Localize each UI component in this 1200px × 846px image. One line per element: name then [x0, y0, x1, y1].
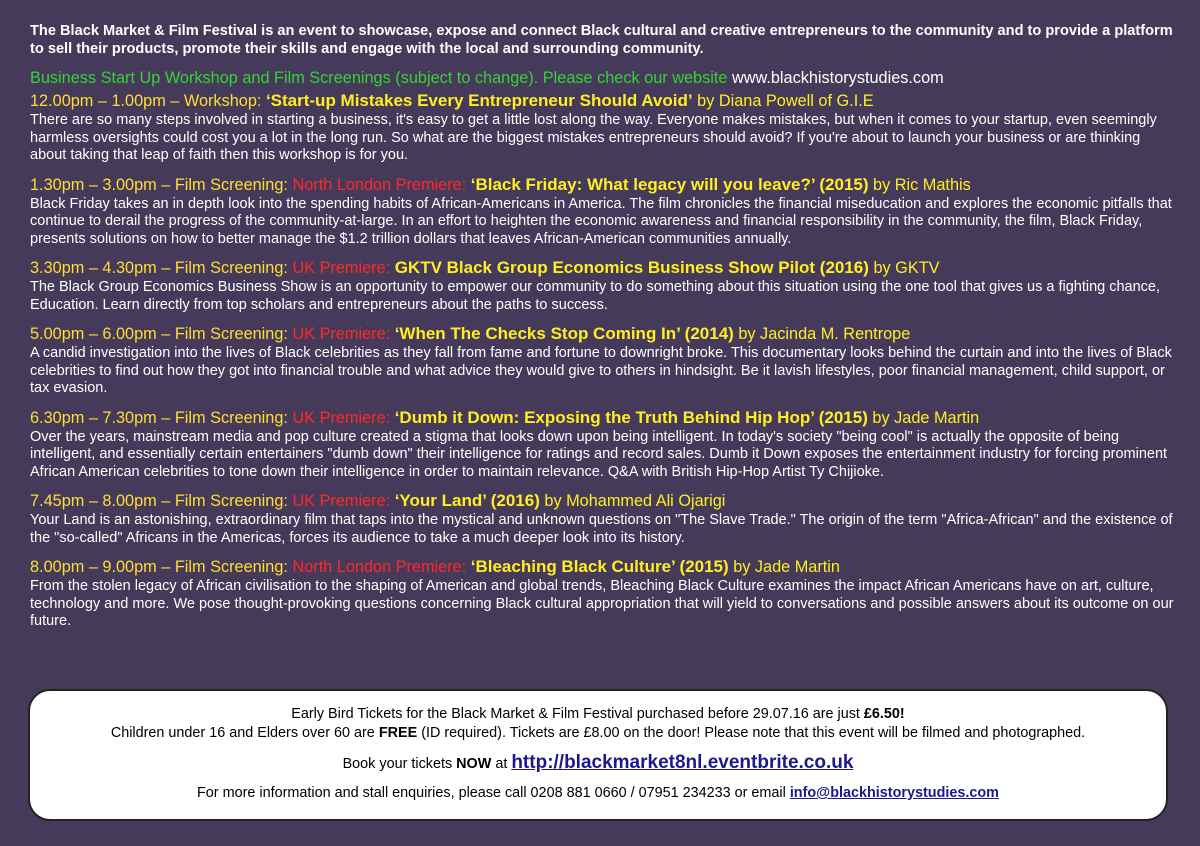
event-presenter: by Mohammed Ali Ojarigi	[539, 492, 726, 510]
early-bird-price: £6.50!	[863, 706, 905, 722]
event-title: ‘When The Checks Stop Coming In’ (2014)	[394, 324, 734, 343]
event-premiere: UK Premiere:	[292, 259, 395, 277]
event-type: Workshop:	[179, 92, 266, 110]
book-at-text: at	[491, 756, 512, 772]
event-heading	[30, 556, 1180, 578]
event-premiere: UK Premiere:	[292, 325, 395, 343]
event-item	[30, 490, 1180, 547]
programme-subheading	[30, 68, 1180, 88]
event-title: ‘Black Friday: What legacy will you leave?’ (2015)	[470, 174, 869, 194]
intro-paragraph: The Black Market & Film Festival is an event to showcase, expose and connect Black cultural and creative entrepreneurs to the community and to provide a platform to sell their products, promote their skills and engage with the local and surrounding community.	[30, 23, 1173, 57]
event-heading	[30, 407, 1180, 429]
event-item	[30, 556, 1180, 631]
event-presenter: by Jade Martin	[867, 408, 980, 427]
event-description: Your Land is an astonishing, extraordinary film that taps into the mystical and unknown questions on "The Slave Trade." The origin of the term "Africa-African" and the existence of the "so-called" Africans in the Americas, forces its audience to take a much deeper look into its history.	[30, 512, 1173, 546]
event-premiere: North London Premiere:	[292, 175, 471, 194]
event-time: 12.00pm – 1.00pm –	[30, 92, 180, 110]
now-label: NOW	[456, 756, 492, 772]
event-type: Film Screening:	[170, 259, 293, 277]
event-presenter: by GKTV	[868, 259, 940, 277]
event-time: 7.45pm – 8.00pm –	[30, 492, 171, 510]
event-type: Film Screening:	[170, 408, 293, 427]
event-premiere: North London Premiere:	[292, 558, 471, 576]
contact-line	[30, 784, 1166, 803]
door-price-text: (ID required). Tickets are £8.00 on the door! Please note that this event will be filmed and photographed.	[417, 725, 1086, 741]
event-heading	[30, 490, 1180, 512]
event-time: 5.00pm – 6.00pm –	[30, 325, 171, 343]
events-list	[30, 90, 1180, 631]
ticket-info-box	[28, 689, 1168, 821]
early-bird-line	[30, 705, 1166, 724]
event-item	[30, 90, 1180, 165]
event-heading	[30, 323, 1180, 345]
website-text: www.blackhistorystudies.com	[731, 69, 944, 87]
event-title: ‘Start-up Mistakes Every Entrepreneur Should Avoid’	[265, 91, 693, 110]
booking-line	[30, 753, 1166, 774]
event-type: Film Screening:	[170, 325, 293, 343]
event-item	[30, 257, 1180, 314]
event-heading	[30, 257, 1180, 279]
event-presenter: by Jade Martin	[728, 558, 840, 576]
event-description: From the stolen legacy of African civilisation to the shaping of American and global trends, Bleaching Black Culture examines the impact African Americans have on art, culture, technology and more. We pose thought-provoking questions concerning Black cultural appropriation that will yield to conversations and possible answers about its outcome on our future.	[30, 578, 1174, 629]
event-title: ‘Bleaching Black Culture’ (2015)	[470, 557, 729, 576]
event-item	[30, 174, 1180, 249]
subheading-text: Business Start Up Workshop and Film Screenings (subject to change). Please check our website	[30, 69, 728, 87]
event-premiere: UK Premiere:	[292, 492, 395, 510]
contact-text: For more information and stall enquiries, please call 0208 881 0660 / 07951 234233 or email	[197, 785, 790, 801]
event-description: The Black Group Economics Business Show is an opportunity to empower our community to do something about this situation using the one tool that gives us a fighting chance, Education. Learn directly from top scholars and entrepreneurs about the paths to success.	[30, 279, 1161, 313]
email-link[interactable]: info@blackhistorystudies.com	[789, 785, 999, 801]
flyer-content	[30, 22, 1180, 640]
event-heading	[30, 174, 1180, 196]
free-label: FREE	[378, 725, 418, 741]
event-presenter: by Ric Mathis	[868, 175, 971, 194]
event-time: 8.00pm – 9.00pm –	[30, 558, 171, 576]
concession-line	[30, 724, 1166, 743]
event-time: 6.30pm – 7.30pm –	[30, 408, 171, 427]
event-premiere: UK Premiere:	[292, 408, 395, 427]
concession-text: Children under 16 and Elders over 60 are	[110, 725, 379, 741]
event-time: 3.30pm – 4.30pm –	[30, 259, 171, 277]
event-presenter: by Diana Powell of G.I.E	[692, 92, 874, 110]
event-title: ‘Your Land’ (2016)	[394, 491, 540, 510]
event-type: Film Screening:	[170, 558, 293, 576]
early-bird-text: Early Bird Tickets for the Black Market & Film Festival purchased before 29.07.16 are just	[291, 706, 864, 722]
event-time: 1.30pm – 3.00pm –	[30, 175, 171, 194]
eventbrite-link[interactable]: http://blackmarket8nl.eventbrite.co.uk	[511, 752, 854, 773]
event-description: There are so many steps involved in starting a business, it's easy to get a little lost along the way. Everyone makes mistakes, but when it comes to your startup, even seemingly harmless oversights could cost you a lot in the long run. So what are the biggest mistakes entrepreneurs should avoid? If you're about to launch your business or are thinking about taking that leap of faith then this workshop is for you.	[30, 112, 1157, 163]
event-description: A candid investigation into the lives of Black celebrities as they fall from fame and fortune to downright broke. This documentary looks behind the curtain and into the lives of Black celebrities to find out how they got into financial trouble and what advice they would give to others in hindsight. Be it lavish lifestyles, poor financial management, child support, or tax evasion.	[30, 345, 1172, 396]
event-title: GKTV Black Group Economics Business Show Pilot (2016)	[394, 258, 869, 277]
event-type: Film Screening:	[170, 492, 293, 510]
event-description: Over the years, mainstream media and pop culture created a stigma that looks down upon being intelligent. In today's society "being cool" is actually the opposite of being intelligent, and essentially certain entertainers "dumb down" their intelligence for ratings and record sales. Dumb it Down exposes the entertainment industry for forcing prominent African American celebrities to tone down their intelligence in order to maintain relevance. Q&A with British Hip-Hop Artist Ty Chijioke.	[30, 428, 1168, 480]
event-presenter: by Jacinda M. Rentrope	[733, 325, 911, 343]
event-item	[30, 323, 1180, 398]
event-item	[30, 407, 1180, 482]
event-type: Film Screening:	[170, 175, 293, 194]
event-heading	[30, 90, 1180, 112]
event-description: Black Friday takes an in depth look into the spending habits of African-Americans in America. The film chronicles the financial miseducation and explores the economic pitfalls that continue to derail the progress of the community-at-large. In an effort to heighten the economic awareness and financial responsibility in the community, the film, Black Friday, presents solutions on how to better manage the $1.2 trillion dollars that leaves African-American communities annually.	[30, 195, 1172, 247]
book-text: Book your tickets	[342, 756, 457, 772]
event-title: ‘Dumb it Down: Exposing the Truth Behind Hip Hop’ (2015)	[394, 407, 868, 427]
